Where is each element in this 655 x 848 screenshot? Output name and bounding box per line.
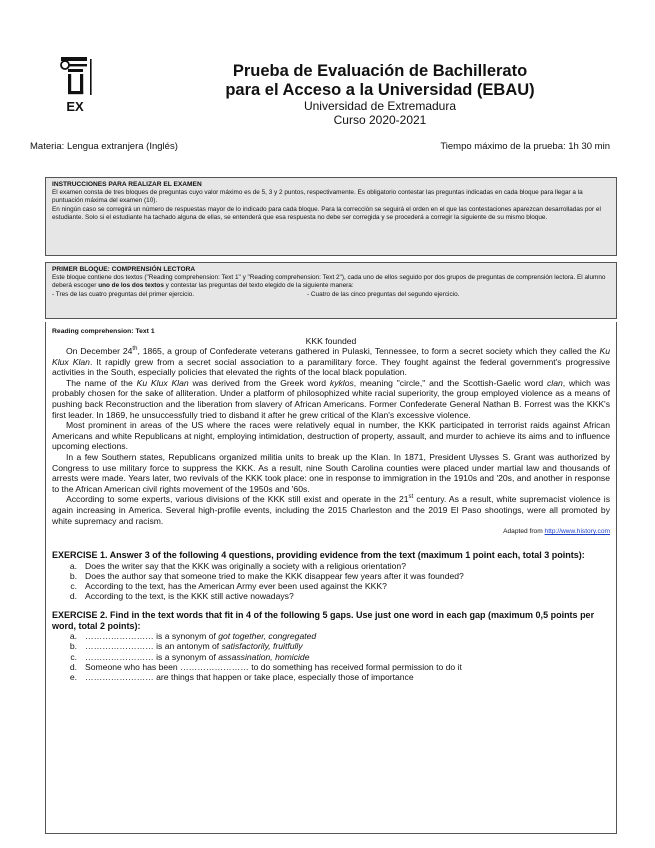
block1-box (45, 262, 617, 319)
item-letter: c. (70, 580, 77, 591)
reading-paragraph-5 (52, 494, 610, 526)
exercise1-item (52, 561, 610, 571)
p2-italic-2: kyklos (329, 377, 354, 388)
university-logo (55, 55, 103, 119)
logo-text: EX (66, 99, 84, 114)
header-university: Universidad de Extremadura (303, 99, 457, 113)
item-letter: a. (69, 560, 77, 571)
item-italic: satisfactorily, fruitfully (221, 641, 303, 652)
item-text: Does the writer say that the KKK was originally a society with a religious orientation? (85, 560, 406, 571)
source-link[interactable]: http://www.history.com (544, 528, 610, 536)
reading-paragraph-3: Most prominent in areas of the US where the races were relatively equal in number, the KKK participated in terrorist raids against African Americans and white Republicans at night, employing intimidation, destruction of property, assault, and murder to achieve its aims and to influence upcoming elections. (52, 420, 610, 452)
p1-sup: th (132, 346, 138, 353)
item-text: Someone who has been …………………… to do something has received formal permission to do it (85, 661, 462, 672)
instructions-title: INSTRUCCIONES PARA REALIZAR EL EXAMEN (52, 181, 202, 188)
source-line (52, 528, 610, 535)
item-text: According to the text, has the American Army ever been used against the KKK? (85, 580, 387, 591)
header-course: Curso 2020-2021 (333, 112, 427, 127)
block1-options (52, 291, 610, 299)
exercise2-item (52, 652, 610, 662)
header-title-line1: Prueba de Evaluación de Bachillerato (232, 62, 528, 80)
item-letter: d. (69, 661, 77, 672)
item-letter: b. (69, 641, 77, 652)
item-italic: assassination, homicide (218, 651, 310, 662)
item-text: Does the author say that someone tried to make the KKK disappear few years after it was founded? (85, 570, 464, 581)
reading-title: KKK founded (305, 336, 357, 346)
item-letter: a. (69, 631, 77, 642)
item-text: …………………… are things that happen or take place, especially those of importance (85, 671, 414, 682)
subject-label: Materia: Lengua extranjera (Inglés) (30, 141, 178, 152)
block1-text-b: y contestar las preguntas del texto elegido de la siguiente manera: (163, 282, 354, 290)
p2-c: , meaning "circle," and the Scottish-Gaelic word (353, 377, 547, 388)
item-text: According to the text, is the KKK still active nowadays? (85, 591, 294, 602)
instructions-p2: En ningún caso se corregirá un número de respuestas mayor de lo indicado para cada bloque. Para la corrección se seguirá el orden en el que las contestaciones aparezcan desarrolladas por el estudiante. Solo si el estudiante ha tachado alguna de ellas, se entenderá que esa respuesta no debe ser corregida y se procederá a corregir la siguiente de su mismo bloque. (52, 205, 601, 221)
p1-b: , 1865, a group of Confederate veterans gathered in Pulaski, Tennessee, to form a secret society which they called the (137, 346, 600, 356)
reading-paragraph-4: In a few Southern states, Republicans organized militia units to break up the Klan. In 1871, President Ulysses S. Grant was authorized by Congress to use military force to suppress the KKK. As a result, nine South Carolina counties were placed under martial law and thousands of arrests were made. Years later, two revivals of the KKK took place: one in response to immigration in the 1910s and '20s, and another in response to the African American civil rights movement of the 1950s and '60s. (52, 451, 610, 494)
item-letter: d. (69, 591, 77, 602)
block1-text-bold: uno de los dos textos (98, 282, 164, 290)
p5-b: century. As a result, white supremacist violence is again increasing in America. Several high-profile events, including the 2015 Charleston and the 2019 El Paso shootings, were all promoted by white supremacy and racism. (52, 494, 610, 526)
exercise1-item (52, 591, 610, 601)
block1-text-a: Este bloque contiene dos textos ("Reading comprehension: Text 1" y "Reading comprehension: Text 2"), cada uno de ellos seguido por dos grupos de preguntas de comprensión lectora. El alumno deberá escoger (52, 274, 606, 290)
reading-paragraph-2 (52, 378, 610, 420)
item-letter: c. (70, 651, 77, 662)
p2-b: was derived from the Greek word (188, 377, 330, 388)
exercise1-list (52, 561, 610, 602)
source-prefix: Adapted from (503, 528, 545, 536)
item-pre: …………………… is a synonym of (85, 631, 219, 642)
item-letter: e. (69, 671, 77, 682)
p5-a: According to some experts, various divisions of the KKK still exist and operate in the 21 (66, 494, 409, 505)
exercise2-item (52, 641, 610, 651)
p5-sup: st (408, 494, 414, 501)
item-pre: …………………… is an antonym of (85, 641, 222, 652)
p1-c: . It rapidly grew from a secret social association to a paramilitary force. They fought against the federal government's progressive activities in the South, especially policies that elevated the rights of the local black population. (52, 356, 610, 378)
exercise1-title: EXERCISE 1. Answer 3 of the following 4 questions, providing evidence from the text (maximum 1 point each, total 3 points): (52, 550, 585, 561)
item-text (85, 641, 303, 651)
exercise2-title: EXERCISE 2. Find in the text words that fit in 4 of the following 5 gaps. Use just one word in each gap (maximum 0,5 points per word, total 2 points): (52, 610, 595, 631)
item-letter: b. (69, 570, 77, 581)
exercise1-item (52, 571, 610, 581)
exam-header (150, 62, 610, 127)
exercise2-item (52, 672, 610, 682)
uex-logo-icon (55, 55, 103, 119)
exercise1-item (52, 581, 610, 591)
p2-d: , which was probably chosen for the sake of alliteration. Under a platform of philosophized white racial superiority, the group employed violence as a means of pushing back Reconstruction and the liberation from slavery of African Americans. Former Confederate General Nathan B. Forrest was the KKK's first leader. In 1869, he unsuccessfully tried to disband it after he grew critical of the Klan's excessive violence. (52, 377, 610, 420)
item-pre: …………………… is a synonym of (85, 651, 219, 662)
exercise2-item (52, 631, 610, 641)
reading-paragraph-1 (52, 346, 610, 378)
p1-a: On December 24 (66, 346, 133, 356)
exercise2-list (52, 631, 610, 682)
p2-italic-1: Ku Klux Klan (136, 377, 189, 388)
item-text (85, 631, 316, 641)
p2-a: The name of the (66, 377, 137, 388)
exercise2-item (52, 662, 610, 672)
block1-option-2: - Cuatro de las cinco preguntas del segundo ejercicio. (307, 290, 460, 298)
item-italic: got together, congregated (218, 631, 317, 642)
reading-label: Reading comprehension: Text 1 (52, 328, 155, 335)
p1-italic: Ku Klux Klan (52, 346, 610, 367)
block1-option-1: - Tres de las cuatro preguntas del primer ejercicio. (52, 290, 195, 298)
reading-section (45, 322, 617, 834)
time-label: Tiempo máximo de la prueba: 1h 30 min (440, 141, 610, 152)
block1-title: PRIMER BLOQUE: COMPRENSIÓN LECTORA (52, 266, 196, 273)
instructions-box (45, 177, 617, 256)
p2-italic-3: clan (546, 377, 563, 388)
block1-text (52, 274, 610, 290)
instructions-p1: El examen consta de tres bloques de preguntas cuyo valor máximo es de 5, 3 y 2 puntos, respectivamente. Es obligatorio contestar las preguntas indicadas en cada bloque para llegar a la puntuación máxima del examen (10). (52, 189, 583, 205)
header-title-line2: para el Acceso a la Universidad (EBAU) (225, 81, 535, 99)
item-text (85, 652, 309, 662)
